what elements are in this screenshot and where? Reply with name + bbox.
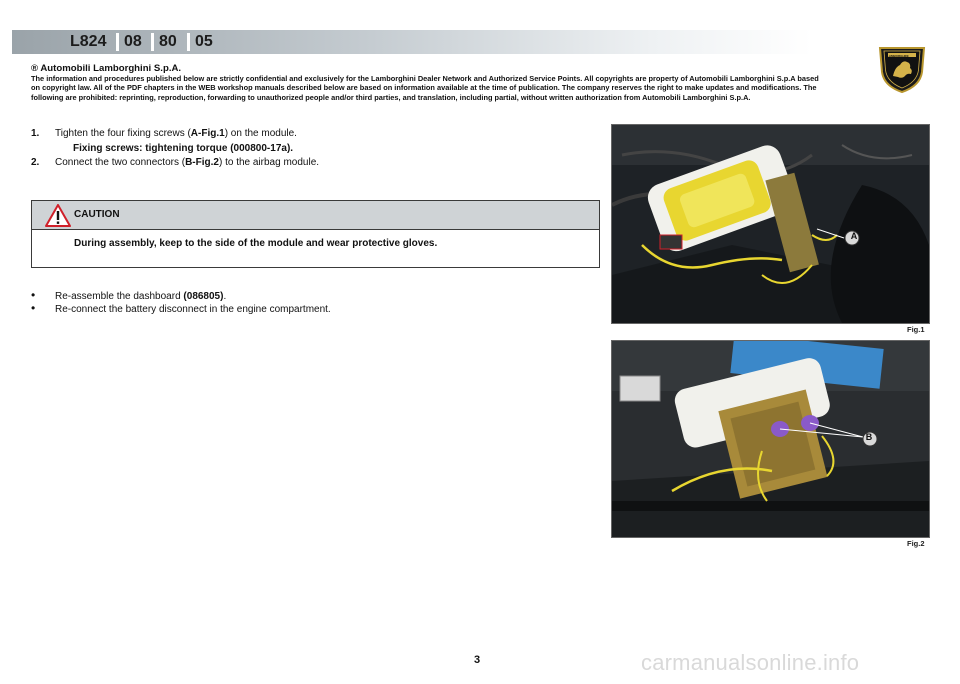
watermark: carmanualsonline.info [641,650,860,675]
step-item [31,156,591,171]
procedure-steps [31,127,591,171]
step-text: Tighten the four fixing screws ( [55,128,191,139]
manual-reference: (086805) [183,291,224,302]
warning-triangle-icon [45,204,71,227]
doc-code-part-1: L824 [70,33,107,50]
step-text: Connect the two connectors ( [55,157,186,168]
step-number: 2. [31,157,40,168]
bullet-icon: • [31,288,36,302]
doc-code-part-4: 05 [195,33,213,50]
figure-1-callout: A [850,231,858,241]
step-number: 1. [31,128,40,139]
header-separator [116,33,119,51]
step-item [31,127,591,156]
bullet-text: Re-assemble the dashboard [55,291,184,302]
torque-spec: Fixing screws: tightening torque (000800-17a). [73,142,294,154]
caution-box [31,200,600,268]
figure-2-label: Fig.2 [907,539,925,548]
copyright-text: The information and procedures published below are strictly confidential and exclusively for the Lamborghini Dealer Network and Authorized Service Points. All copyrights are property of Automobili Lamborghini S.p.A based on copyright law. All of the PDF chapters in the WEB workshop manuals described below are based on information available at the time of publication. The company reserves the right to make updates and modifications. The following are prohibited: reprinting, reproduction, forwarding to unauthorized people and/or third parties, and translation, including partial, without written authorization from Automobili Lamborghini S.p.A. [31,74,819,102]
page-number: 3 [474,654,481,666]
copyright-notice [31,63,825,102]
step-text: ) to the airbag module. [218,157,320,168]
figure-1-photo [611,124,930,324]
list-item [31,303,591,316]
list-item [31,290,591,303]
figure-1-label: Fig.1 [907,325,925,334]
doc-code-part-3: 80 [159,33,177,50]
logo-text: LAMBORGHINI [887,54,909,58]
bullet-text: Re-connect the battery disconnect in the engine compartment. [55,304,331,315]
caution-title: CAUTION [74,209,120,220]
bullet-icon: • [31,301,36,315]
figure-2-callout: B [865,432,873,442]
caution-text: During assembly, keep to the side of the module and wear protective gloves. [74,238,438,249]
lamborghini-shield-icon [876,42,928,94]
header-separator [151,33,154,51]
step-text: ) on the module. [224,128,297,139]
copyright-title: ® Automobili Lamborghini S.p.A. [31,63,182,74]
header-separator [187,33,190,51]
figure-reference: B-Fig.2 [185,157,219,168]
bullet-text: . [223,291,227,302]
doc-code-part-2: 08 [124,33,142,50]
figure-2-photo [611,340,930,538]
caution-header [32,201,599,230]
bullet-list [31,290,591,316]
figure-reference: A-Fig.1 [190,128,225,139]
